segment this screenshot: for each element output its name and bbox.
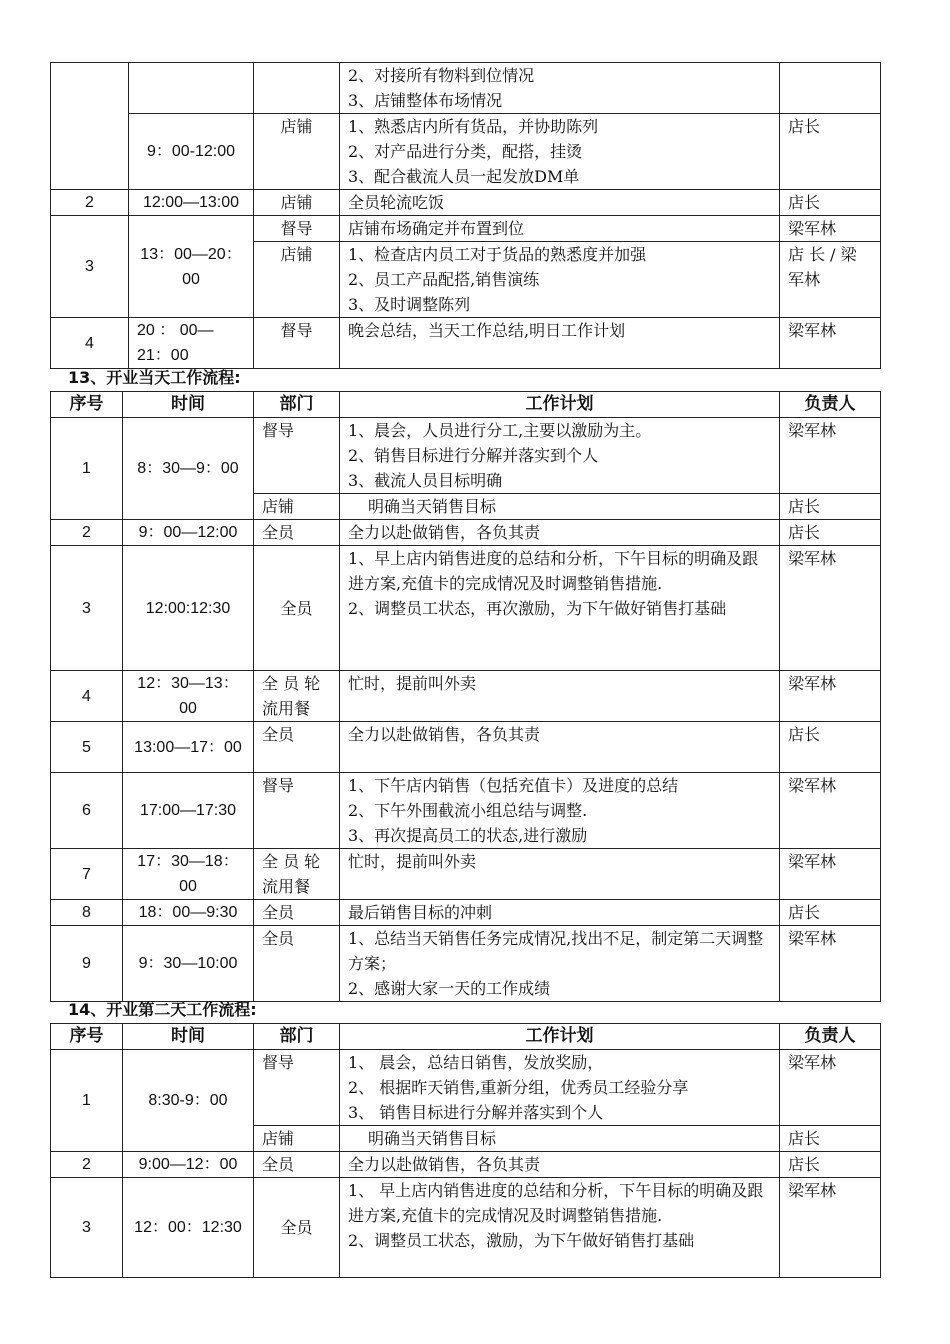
table-row xyxy=(51,722,881,773)
plan-line: 3、店铺整体布场情况 xyxy=(348,91,503,110)
time-cell: 13:00—17：00 xyxy=(123,722,254,773)
dept-cell: 督导 xyxy=(254,1050,340,1126)
time-cell: 12:00—13:00 xyxy=(129,190,254,216)
time-cell: 9：00—12:00 xyxy=(123,520,254,546)
owner-cell: 梁军林 xyxy=(780,1050,881,1126)
table-row xyxy=(51,773,881,849)
plan-line: 1、熟悉店内所有货品，并协助陈列 xyxy=(348,117,599,136)
time-cell: 9：30—10:00 xyxy=(123,926,254,1002)
seq-cell: 2 xyxy=(51,520,123,546)
schedule-table-day2 xyxy=(50,1023,881,1278)
plan-line: 1、下午店内销售（包括充值卡）及进度的总结 xyxy=(348,776,679,795)
owner-cell: 店长 xyxy=(780,1126,881,1152)
header-owner: 负责人 xyxy=(780,392,881,418)
header-plan: 工作计划 xyxy=(340,1024,780,1050)
plan-cell xyxy=(340,63,780,114)
dept-cell: 全员 xyxy=(254,900,340,926)
plan-cell: 全力以赴做销售，各负其责 xyxy=(340,722,780,773)
dept-cell: 店铺 xyxy=(254,494,340,520)
seq-cell: 5 xyxy=(51,722,123,773)
table-row xyxy=(51,900,881,926)
seq-cell: 3 xyxy=(51,1178,123,1278)
plan-line: 2、感谢大家一天的工作成绩 xyxy=(348,979,551,998)
owner-cell: 梁军林 xyxy=(780,671,881,722)
time-cell: 8：30—9：00 xyxy=(123,418,254,520)
time-cell: 9：00-12:00 xyxy=(129,114,254,190)
table-header-row xyxy=(51,1024,881,1050)
table-row xyxy=(51,63,881,114)
time-cell: 12:00:12:30 xyxy=(123,546,254,671)
seq-cell: 1 xyxy=(51,418,123,520)
owner-cell: 店长 xyxy=(780,520,881,546)
owner-cell: 梁军林 xyxy=(780,216,881,242)
dept-cell: 店铺 xyxy=(254,242,340,318)
dept-cell: 督导 xyxy=(254,418,340,494)
header-seq: 序号 xyxy=(51,392,123,418)
plan-line: 3、再次提高员工的状态,进行激励 xyxy=(348,826,588,845)
time-cell: 17:00—17:30 xyxy=(123,773,254,849)
plan-line: 2、下午外围截流小组总结与调整. xyxy=(348,801,588,820)
time-cell xyxy=(129,63,254,114)
header-owner: 负责人 xyxy=(780,1024,881,1050)
dept-cell: 全 员 轮 流用餐 xyxy=(254,671,340,722)
plan-cell: 晚会总结，当天工作总结,明日工作计划 xyxy=(340,318,780,369)
dept-cell: 店铺 xyxy=(254,114,340,190)
table-row xyxy=(51,216,881,242)
owner-cell: 梁军林 xyxy=(780,773,881,849)
time-cell: 13：00—20：00 xyxy=(129,216,254,318)
dept-cell xyxy=(254,63,340,114)
table-row xyxy=(51,671,881,722)
plan-cell xyxy=(340,114,780,190)
dept-cell: 全 员 轮 流用餐 xyxy=(254,849,340,900)
plan-cell: 明确当天销售目标 xyxy=(340,494,780,520)
plan-line: 2、销售目标进行分解并落实到个人 xyxy=(348,446,599,465)
plan-cell: 忙时，提前叫外卖 xyxy=(340,671,780,722)
table-row xyxy=(51,546,881,671)
plan-cell xyxy=(340,242,780,318)
seq-cell: 6 xyxy=(51,773,123,849)
plan-line: 1、早上店内销售进度的总结和分析，下午目标的明确及跟进方案,充值卡的完成情况及时调整销售措施. xyxy=(348,549,759,593)
header-time: 时间 xyxy=(123,1024,254,1050)
dept-cell: 督导 xyxy=(254,216,340,242)
dept-cell: 全员 xyxy=(254,520,340,546)
table-header-row xyxy=(51,392,881,418)
plan-cell: 忙时，提前叫外卖 xyxy=(340,849,780,900)
plan-cell: 全力以赴做销售，各负其责 xyxy=(340,1152,780,1178)
table-row xyxy=(51,114,881,190)
dept-cell: 全员 xyxy=(254,1178,340,1278)
table-row xyxy=(51,418,881,494)
plan-cell xyxy=(340,773,780,849)
time-cell: 8:30-9：00 xyxy=(123,1050,254,1152)
plan-line: 2、对接所有物料到位情况 xyxy=(348,66,535,85)
dept-cell: 店铺 xyxy=(254,1126,340,1152)
time-cell: 12：30—13：00 xyxy=(123,671,254,722)
table-row xyxy=(51,318,881,369)
seq-cell: 3 xyxy=(51,216,129,318)
owner-cell: 店长 xyxy=(780,722,881,773)
owner-cell: 梁军林 xyxy=(780,926,881,1002)
seq-cell: 4 xyxy=(51,671,123,722)
header-dept: 部门 xyxy=(254,392,340,418)
time-cell: 18：00—9:30 xyxy=(123,900,254,926)
plan-line: 2、员工产品配搭,销售演练 xyxy=(348,270,540,289)
section-title-14: 14、开业第二天工作流程: xyxy=(68,1000,257,1019)
plan-line: 1、总结当天销售任务完成情况,找出不足，制定第二天调整方案； xyxy=(348,929,764,973)
owner-cell: 梁军林 xyxy=(780,418,881,494)
plan-line: 1、 早上店内销售进度的总结和分析，下午目标的明确及跟进方案,充值卡的完成情况及时调整销售措施. xyxy=(348,1181,764,1225)
owner-cell: 店长 xyxy=(780,114,881,190)
plan-cell: 店铺布场确定并布置到位 xyxy=(340,216,780,242)
plan-cell xyxy=(340,1178,780,1278)
seq-cell: 9 xyxy=(51,926,123,1002)
owner-cell: 梁军林 xyxy=(780,849,881,900)
plan-line: 2、调整员工状态，再次激励，为下午做好销售打基础 xyxy=(348,599,727,618)
table-row xyxy=(51,190,881,216)
owner-cell: 店长 xyxy=(780,900,881,926)
plan-line: 1、检查店内员工对于货品的熟悉度并加强 xyxy=(348,245,647,264)
owner-cell: 店长 xyxy=(780,1152,881,1178)
seq-cell: 3 xyxy=(51,546,123,671)
plan-cell: 明确当天销售目标 xyxy=(340,1126,780,1152)
plan-line: 2、 根据昨天销售,重新分组，优秀员工经验分享 xyxy=(348,1078,689,1097)
owner-cell xyxy=(780,63,881,114)
plan-line: 3、及时调整陈列 xyxy=(348,295,471,314)
plan-cell: 全力以赴做销售，各负其责 xyxy=(340,520,780,546)
plan-line: 3、截流人员目标明确 xyxy=(348,471,503,490)
dept-cell: 全员 xyxy=(254,722,340,773)
dept-cell: 督导 xyxy=(254,318,340,369)
header-plan: 工作计划 xyxy=(340,392,780,418)
owner-cell: 梁军林 xyxy=(780,546,881,671)
owner-cell: 梁军林 xyxy=(780,1178,881,1278)
plan-cell xyxy=(340,926,780,1002)
header-time: 时间 xyxy=(123,392,254,418)
schedule-table-prev xyxy=(50,62,881,369)
table-row xyxy=(51,520,881,546)
owner-cell: 梁军林 xyxy=(780,318,881,369)
header-dept: 部门 xyxy=(254,1024,340,1050)
table-row xyxy=(51,1152,881,1178)
dept-cell: 全员 xyxy=(254,926,340,1002)
plan-line: 3、配合截流人员一起发放DM单 xyxy=(348,167,580,186)
plan-line: 3、 销售目标进行分解并落实到个人 xyxy=(348,1103,604,1122)
time-cell: 12：00：12:30 xyxy=(123,1178,254,1278)
dept-cell: 店铺 xyxy=(254,190,340,216)
owner-cell: 店 长 / 梁军林 xyxy=(780,242,881,318)
seq-cell xyxy=(51,63,129,190)
plan-cell: 全员轮流吃饭 xyxy=(340,190,780,216)
seq-cell: 7 xyxy=(51,849,123,900)
seq-cell: 2 xyxy=(51,190,129,216)
table-row xyxy=(51,849,881,900)
plan-cell: 最后销售目标的冲刺 xyxy=(340,900,780,926)
time-cell: 20 ： 00—21：00 xyxy=(129,318,254,369)
dept-cell: 督导 xyxy=(254,773,340,849)
plan-cell xyxy=(340,1050,780,1126)
plan-cell xyxy=(340,546,780,671)
seq-cell: 2 xyxy=(51,1152,123,1178)
plan-line: 2、对产品进行分类，配搭，挂烫 xyxy=(348,142,583,161)
time-cell: 9:00—12：00 xyxy=(123,1152,254,1178)
seq-cell: 1 xyxy=(51,1050,123,1152)
dept-cell: 全员 xyxy=(254,1152,340,1178)
owner-cell: 店长 xyxy=(780,494,881,520)
plan-line: 1、晨会，人员进行分工,主要以激励为主。 xyxy=(348,421,652,440)
plan-line: 1、 晨会，总结日销售，发放奖励， xyxy=(348,1053,604,1072)
header-seq: 序号 xyxy=(51,1024,123,1050)
table-row xyxy=(51,1050,881,1126)
table-row xyxy=(51,1178,881,1278)
table-row xyxy=(51,926,881,1002)
dept-cell: 全员 xyxy=(254,546,340,671)
section-title-13: 13、开业当天工作流程: xyxy=(68,368,241,387)
owner-cell: 店长 xyxy=(780,190,881,216)
seq-cell: 4 xyxy=(51,318,129,369)
time-cell: 17：30—18：00 xyxy=(123,849,254,900)
schedule-table-day1 xyxy=(50,391,881,1002)
plan-line: 2、调整员工状态，激励，为下午做好销售打基础 xyxy=(348,1231,695,1250)
seq-cell: 8 xyxy=(51,900,123,926)
plan-cell xyxy=(340,418,780,494)
